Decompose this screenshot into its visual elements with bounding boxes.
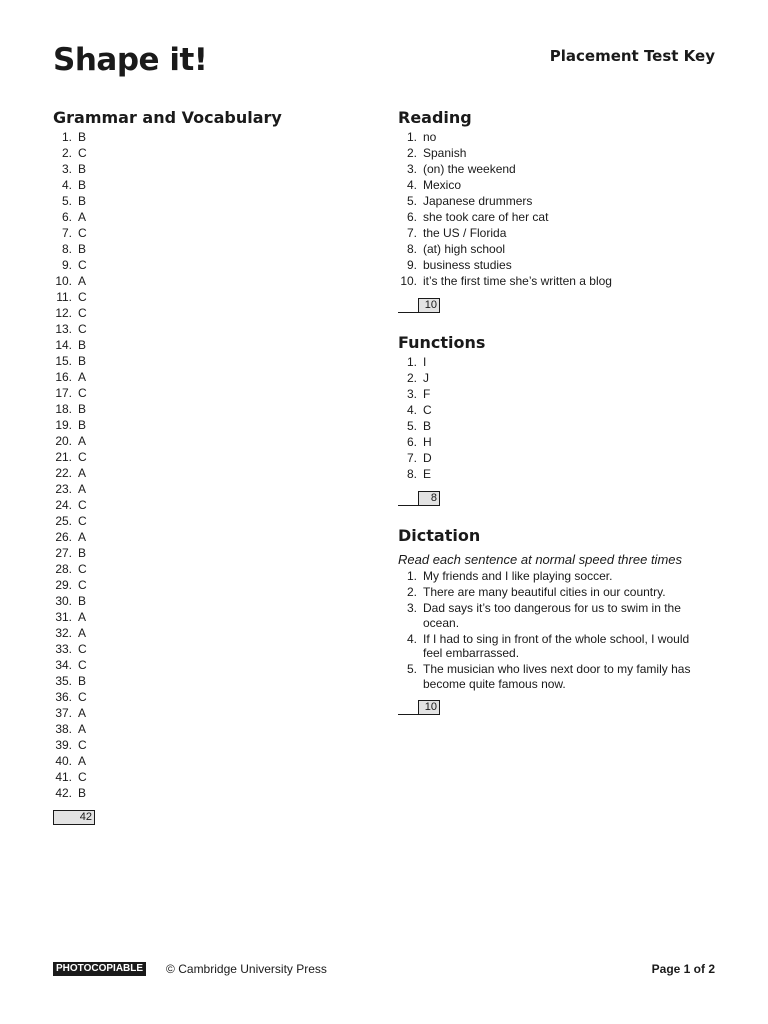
grammar-answer-item	[53, 289, 353, 305]
item-number: 5.	[61, 194, 72, 208]
item-number: 25.	[55, 514, 72, 528]
item-answer: the US / Florida	[423, 226, 507, 240]
grammar-heading: Grammar and Vocabulary	[53, 108, 282, 127]
item-number: 12.	[55, 306, 72, 320]
item-number: 35.	[55, 674, 72, 688]
dictation-heading: Dictation	[398, 526, 481, 545]
item-number: 40.	[55, 754, 72, 768]
item-number: 28.	[55, 562, 72, 576]
reading-heading: Reading	[398, 108, 472, 127]
item-answer: If I had to sing in front of the whole school, I would feel embarrassed.	[423, 631, 690, 660]
item-answer: J	[423, 371, 429, 385]
reading-answer-list	[398, 129, 718, 289]
item-number: 37.	[55, 706, 72, 720]
reading-score: 10	[418, 298, 440, 313]
grammar-answer-item	[53, 673, 353, 689]
item-answer: C	[78, 258, 87, 272]
grammar-answer-item	[53, 513, 353, 529]
item-answer: C	[78, 770, 87, 784]
grammar-answer-item	[53, 353, 353, 369]
item-number: 4.	[61, 178, 72, 192]
grammar-answer-item	[53, 785, 353, 801]
item-number: 1.	[406, 355, 417, 369]
grammar-score-box	[53, 809, 353, 825]
item-answer: B	[78, 546, 87, 560]
item-answer: (at) high school	[423, 242, 506, 256]
item-number: 4.	[406, 403, 417, 417]
item-answer: A	[78, 754, 87, 768]
grammar-answer-item	[53, 241, 353, 257]
grammar-answer-item	[53, 769, 353, 785]
reading-score-box	[398, 297, 718, 313]
item-answer: A	[78, 706, 87, 720]
grammar-answer-item	[53, 145, 353, 161]
item-answer: Spanish	[423, 146, 467, 160]
grammar-score: 42	[53, 810, 95, 825]
item-answer: B	[78, 130, 87, 144]
functions-heading: Functions	[398, 333, 486, 352]
item-number: 16.	[55, 370, 72, 384]
item-number: 3.	[406, 162, 417, 176]
reading-answer-item	[398, 209, 718, 225]
item-number: 6.	[406, 435, 417, 449]
grammar-answer-item	[53, 609, 353, 625]
dictation-sentence-item	[398, 569, 718, 584]
grammar-answer-item	[53, 337, 353, 353]
dictation-sentence-item	[398, 585, 718, 600]
grammar-answer-item	[53, 193, 353, 209]
item-answer: E	[423, 467, 432, 481]
item-answer: B	[78, 178, 87, 192]
item-answer: it’s the first time she’s written a blog	[423, 274, 612, 288]
grammar-answer-item	[53, 369, 353, 385]
item-answer: C	[78, 146, 87, 160]
item-number: 2.	[406, 371, 417, 385]
item-number: 2.	[406, 585, 417, 599]
item-answer: A	[78, 210, 87, 224]
item-number: 22.	[55, 466, 72, 480]
item-number: 3.	[406, 601, 417, 615]
grammar-answer-item	[53, 465, 353, 481]
item-answer: C	[78, 386, 87, 400]
item-number: 8.	[406, 242, 417, 256]
item-answer: B	[78, 418, 87, 432]
item-answer: A	[78, 466, 87, 480]
item-number: 42.	[55, 786, 72, 800]
grammar-answer-item	[53, 545, 353, 561]
grammar-answer-item	[53, 305, 353, 321]
reading-answer-item	[398, 273, 718, 289]
item-answer: C	[78, 562, 87, 576]
item-number: 9.	[406, 258, 417, 272]
item-number: 10.	[400, 274, 417, 288]
item-number: 4.	[406, 178, 417, 192]
item-number: 7.	[406, 226, 417, 240]
item-number: 9.	[61, 258, 72, 272]
grammar-answer-item	[53, 753, 353, 769]
item-answer: C	[78, 226, 87, 240]
functions-answer-list	[398, 354, 718, 482]
functions-answer-item	[398, 434, 718, 450]
item-answer: C	[423, 403, 432, 417]
item-answer: C	[78, 738, 87, 752]
item-number: 15.	[55, 354, 72, 368]
item-answer: A	[78, 434, 87, 448]
dictation-sentence-item	[398, 662, 718, 691]
item-answer: A	[78, 482, 87, 496]
item-number: 41.	[55, 770, 72, 784]
item-answer: business studies	[423, 258, 512, 272]
functions-score-box	[398, 490, 718, 506]
grammar-answer-item	[53, 705, 353, 721]
grammar-answer-item	[53, 257, 353, 273]
score-line	[398, 490, 418, 506]
grammar-answer-item	[53, 657, 353, 673]
grammar-answer-item	[53, 689, 353, 705]
functions-answer-item	[398, 354, 718, 370]
grammar-answer-item	[53, 641, 353, 657]
item-answer: C	[78, 642, 87, 656]
item-number: 2.	[406, 146, 417, 160]
grammar-answer-item	[53, 177, 353, 193]
copyright-notice: © Cambridge University Press	[166, 962, 327, 976]
grammar-answer-item	[53, 577, 353, 593]
dictation-instruction: Read each sentence at normal speed three times	[398, 552, 683, 567]
grammar-answer-item	[53, 161, 353, 177]
page-number: Page 1 of 2	[651, 962, 715, 976]
item-answer: A	[78, 626, 87, 640]
item-number: 30.	[55, 594, 72, 608]
item-answer: B	[78, 354, 87, 368]
functions-answer-item	[398, 370, 718, 386]
reading-answer-item	[398, 241, 718, 257]
item-answer: C	[78, 290, 87, 304]
item-number: 6.	[406, 210, 417, 224]
score-line	[398, 297, 418, 313]
functions-answer-item	[398, 466, 718, 482]
grammar-answer-item	[53, 273, 353, 289]
item-number: 5.	[406, 194, 417, 208]
grammar-answer-item	[53, 321, 353, 337]
item-answer: B	[423, 419, 432, 433]
grammar-answer-item	[53, 497, 353, 513]
item-number: 5.	[406, 419, 417, 433]
reading-answer-item	[398, 257, 718, 273]
grammar-answer-item	[53, 625, 353, 641]
grammar-answer-item	[53, 225, 353, 241]
item-answer: B	[78, 594, 87, 608]
item-answer: D	[423, 451, 432, 465]
item-number: 27.	[55, 546, 72, 560]
item-number: 8.	[61, 242, 72, 256]
item-answer: C	[78, 498, 87, 512]
reading-answer-item	[398, 177, 718, 193]
item-number: 24.	[55, 498, 72, 512]
item-number: 33.	[55, 642, 72, 656]
reading-answer-item	[398, 145, 718, 161]
grammar-answer-item	[53, 481, 353, 497]
reading-answer-item	[398, 129, 718, 145]
grammar-answer-item	[53, 449, 353, 465]
functions-answer-item	[398, 386, 718, 402]
item-number: 1.	[406, 569, 417, 583]
item-number: 1.	[406, 130, 417, 144]
brand-logo: Shape it!	[53, 42, 208, 78]
score-line	[398, 699, 418, 715]
item-number: 5.	[406, 662, 417, 676]
item-number: 3.	[61, 162, 72, 176]
item-answer: she took care of her cat	[423, 210, 549, 224]
item-answer: F	[423, 387, 431, 401]
reading-answer-item	[398, 161, 718, 177]
item-answer: B	[78, 194, 87, 208]
item-answer: B	[78, 338, 87, 352]
item-number: 7.	[61, 226, 72, 240]
dictation-sentence-item	[398, 601, 718, 630]
item-number: 10.	[55, 274, 72, 288]
item-number: 14.	[55, 338, 72, 352]
item-answer: C	[78, 450, 87, 464]
item-answer: B	[78, 786, 87, 800]
item-answer: C	[78, 322, 87, 336]
item-answer: H	[423, 435, 432, 449]
item-answer: Dad says it’s too dangerous for us to swim in the ocean.	[423, 601, 681, 630]
grammar-answer-item	[53, 385, 353, 401]
item-number: 7.	[406, 451, 417, 465]
grammar-answer-list	[53, 129, 353, 801]
item-answer: B	[78, 162, 87, 176]
item-number: 31.	[55, 610, 72, 624]
item-number: 34.	[55, 658, 72, 672]
item-number: 8.	[406, 467, 417, 481]
grammar-answer-item	[53, 417, 353, 433]
item-number: 38.	[55, 722, 72, 736]
item-answer: (on) the weekend	[423, 162, 516, 176]
item-number: 11.	[56, 290, 72, 304]
item-answer: The musician who lives next door to my family has become quite famous now.	[423, 662, 691, 691]
functions-score: 8	[418, 491, 440, 506]
grammar-answer-item	[53, 401, 353, 417]
item-number: 6.	[61, 210, 72, 224]
item-answer: There are many beautiful cities in our country.	[423, 585, 666, 599]
page-footer	[53, 961, 715, 977]
item-number: 29.	[55, 578, 72, 592]
dictation-sentence-list	[398, 569, 718, 691]
grammar-answer-item	[53, 129, 353, 145]
functions-answer-item	[398, 402, 718, 418]
item-answer: B	[78, 242, 87, 256]
right-column	[398, 107, 718, 715]
item-answer: Mexico	[423, 178, 462, 192]
dictation-sentence-item	[398, 632, 718, 661]
grammar-answer-item	[53, 737, 353, 753]
item-answer: B	[78, 402, 87, 416]
grammar-answer-item	[53, 433, 353, 449]
item-number: 2.	[61, 146, 72, 160]
grammar-answer-item	[53, 529, 353, 545]
left-column	[53, 107, 353, 825]
document-title: Placement Test Key	[549, 47, 715, 65]
item-answer: C	[78, 306, 87, 320]
item-number: 36.	[55, 690, 72, 704]
item-answer: A	[78, 722, 87, 736]
item-number: 17.	[55, 386, 72, 400]
item-answer: C	[78, 514, 87, 528]
item-number: 39.	[55, 738, 72, 752]
item-answer: I	[423, 355, 427, 369]
item-number: 18.	[55, 402, 72, 416]
item-number: 19.	[55, 418, 72, 432]
item-number: 1.	[61, 130, 72, 144]
item-answer: B	[78, 674, 87, 688]
item-answer: Japanese drummers	[423, 194, 533, 208]
item-answer: C	[78, 658, 87, 672]
item-number: 4.	[406, 631, 417, 646]
functions-answer-item	[398, 450, 718, 466]
reading-answer-item	[398, 225, 718, 241]
grammar-answer-item	[53, 593, 353, 609]
item-number: 21.	[55, 450, 72, 464]
item-answer: A	[78, 370, 87, 384]
grammar-answer-item	[53, 209, 353, 225]
item-answer: A	[78, 610, 87, 624]
item-answer: C	[78, 690, 87, 704]
item-answer: A	[78, 274, 87, 288]
item-number: 3.	[406, 387, 417, 401]
item-answer: My friends and I like playing soccer.	[423, 569, 613, 583]
functions-answer-item	[398, 418, 718, 434]
photocopiable-badge: PHOTOCOPIABLE	[53, 962, 146, 976]
dictation-score: 10	[418, 700, 440, 715]
grammar-answer-item	[53, 561, 353, 577]
item-answer: no	[423, 130, 437, 144]
item-answer: C	[78, 578, 87, 592]
item-number: 13.	[55, 322, 72, 336]
item-answer: A	[78, 530, 87, 544]
reading-answer-item	[398, 193, 718, 209]
item-number: 26.	[55, 530, 72, 544]
dictation-score-box	[398, 699, 718, 715]
item-number: 20.	[55, 434, 72, 448]
item-number: 32.	[55, 626, 72, 640]
grammar-answer-item	[53, 721, 353, 737]
item-number: 23.	[55, 482, 72, 496]
